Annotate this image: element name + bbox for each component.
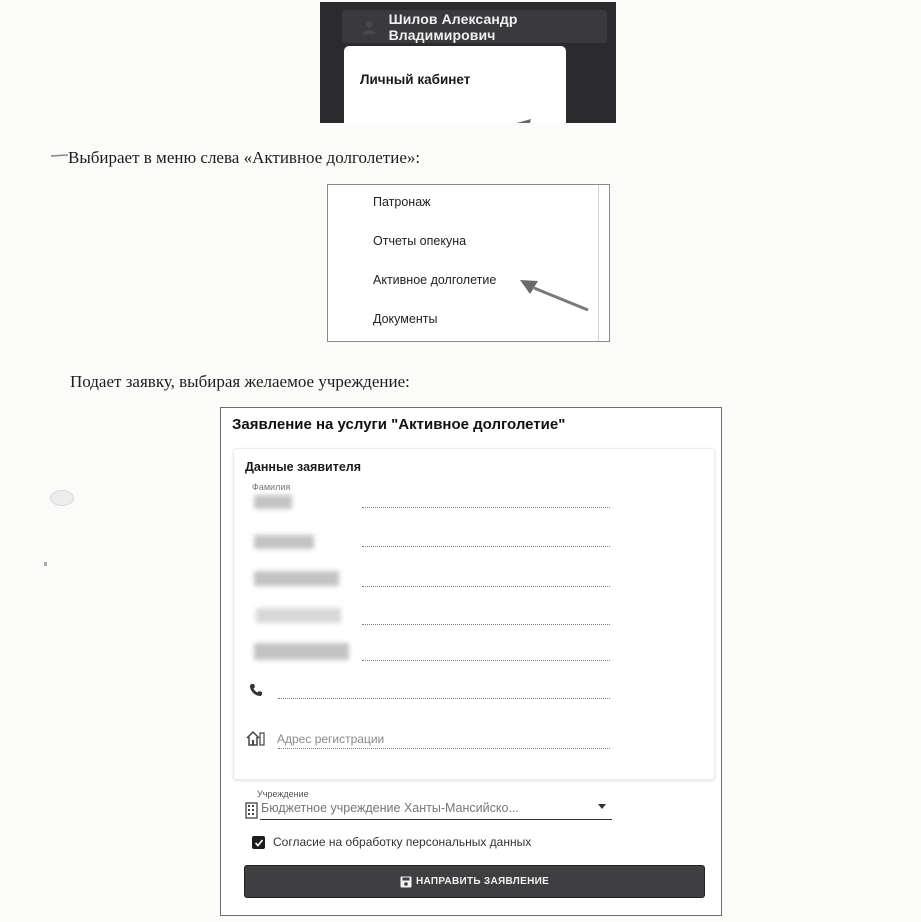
address-field[interactable]: Адрес регистрации — [277, 732, 385, 746]
redacted-value — [254, 535, 314, 549]
user-name: Шилов Александр Владимирович — [388, 10, 518, 43]
instruction-paragraph-1: Выбирает в меню слева «Активное долголетие»: — [68, 148, 421, 167]
user-bar[interactable] — [342, 10, 607, 43]
institution-label: Учреждение — [257, 789, 309, 799]
save-icon — [400, 876, 412, 888]
patronymic-field[interactable] — [362, 586, 610, 587]
scan-speck — [44, 562, 47, 566]
account-popup — [344, 46, 566, 123]
scan-speck — [50, 490, 74, 506]
building-icon — [245, 802, 258, 819]
user-icon — [362, 19, 377, 35]
phone-icon — [249, 683, 263, 697]
surname-label: Фамилия — [252, 482, 291, 492]
submit-label: НАПРАВИТЬ ЗАЯВЛЕНИЕ — [415, 876, 550, 887]
menu-item-active-longevity[interactable]: Активное долголетие — [373, 273, 497, 287]
phone-field[interactable] — [278, 698, 610, 699]
checkbox-checked-icon — [254, 838, 264, 848]
form-title: Заявление на услуги "Активное долголетие" — [232, 416, 566, 433]
section-title: Данные заявителя — [245, 460, 362, 474]
redacted-value — [254, 643, 349, 660]
submit-application-button[interactable] — [244, 865, 705, 898]
screenshot-account-menu — [320, 2, 616, 123]
institution-select[interactable]: Бюджетное учреждение Ханты-Мансийско... — [261, 801, 519, 815]
institution-underline — [260, 819, 612, 820]
menu-item-guardian-reports[interactable]: Отчеты опекуна — [373, 234, 467, 248]
screenshot-side-menu — [327, 184, 610, 342]
menu-item-patronage[interactable]: Патронаж — [373, 195, 431, 209]
birthdate-field[interactable] — [362, 624, 610, 625]
surname-field[interactable] — [362, 507, 610, 508]
menu-scrollbar — [598, 185, 599, 341]
redacted-value — [254, 495, 292, 509]
redacted-value — [254, 571, 339, 586]
pointer-arrow-icon — [516, 274, 592, 314]
consent-label: Согласие на обработку персональных данных — [273, 835, 532, 849]
menu-item-personal-account[interactable]: Личный кабинет — [360, 72, 471, 87]
chevron-down-icon[interactable] — [598, 804, 606, 809]
menu-item-documents[interactable]: Документы — [373, 312, 438, 326]
consent-checkbox[interactable] — [252, 836, 265, 849]
applicant-data-card — [233, 448, 715, 780]
address-underline — [278, 748, 610, 749]
email-field[interactable] — [362, 660, 610, 661]
margin-mark — [50, 150, 70, 160]
pointer-arrow-icon — [509, 114, 599, 123]
name-field[interactable] — [362, 546, 610, 547]
home-address-icon — [245, 729, 265, 747]
instruction-paragraph-2: Подает заявку, выбирая желаемое учреждение: — [70, 372, 410, 391]
screenshot-application-form — [220, 407, 722, 916]
redacted-value — [256, 608, 341, 623]
